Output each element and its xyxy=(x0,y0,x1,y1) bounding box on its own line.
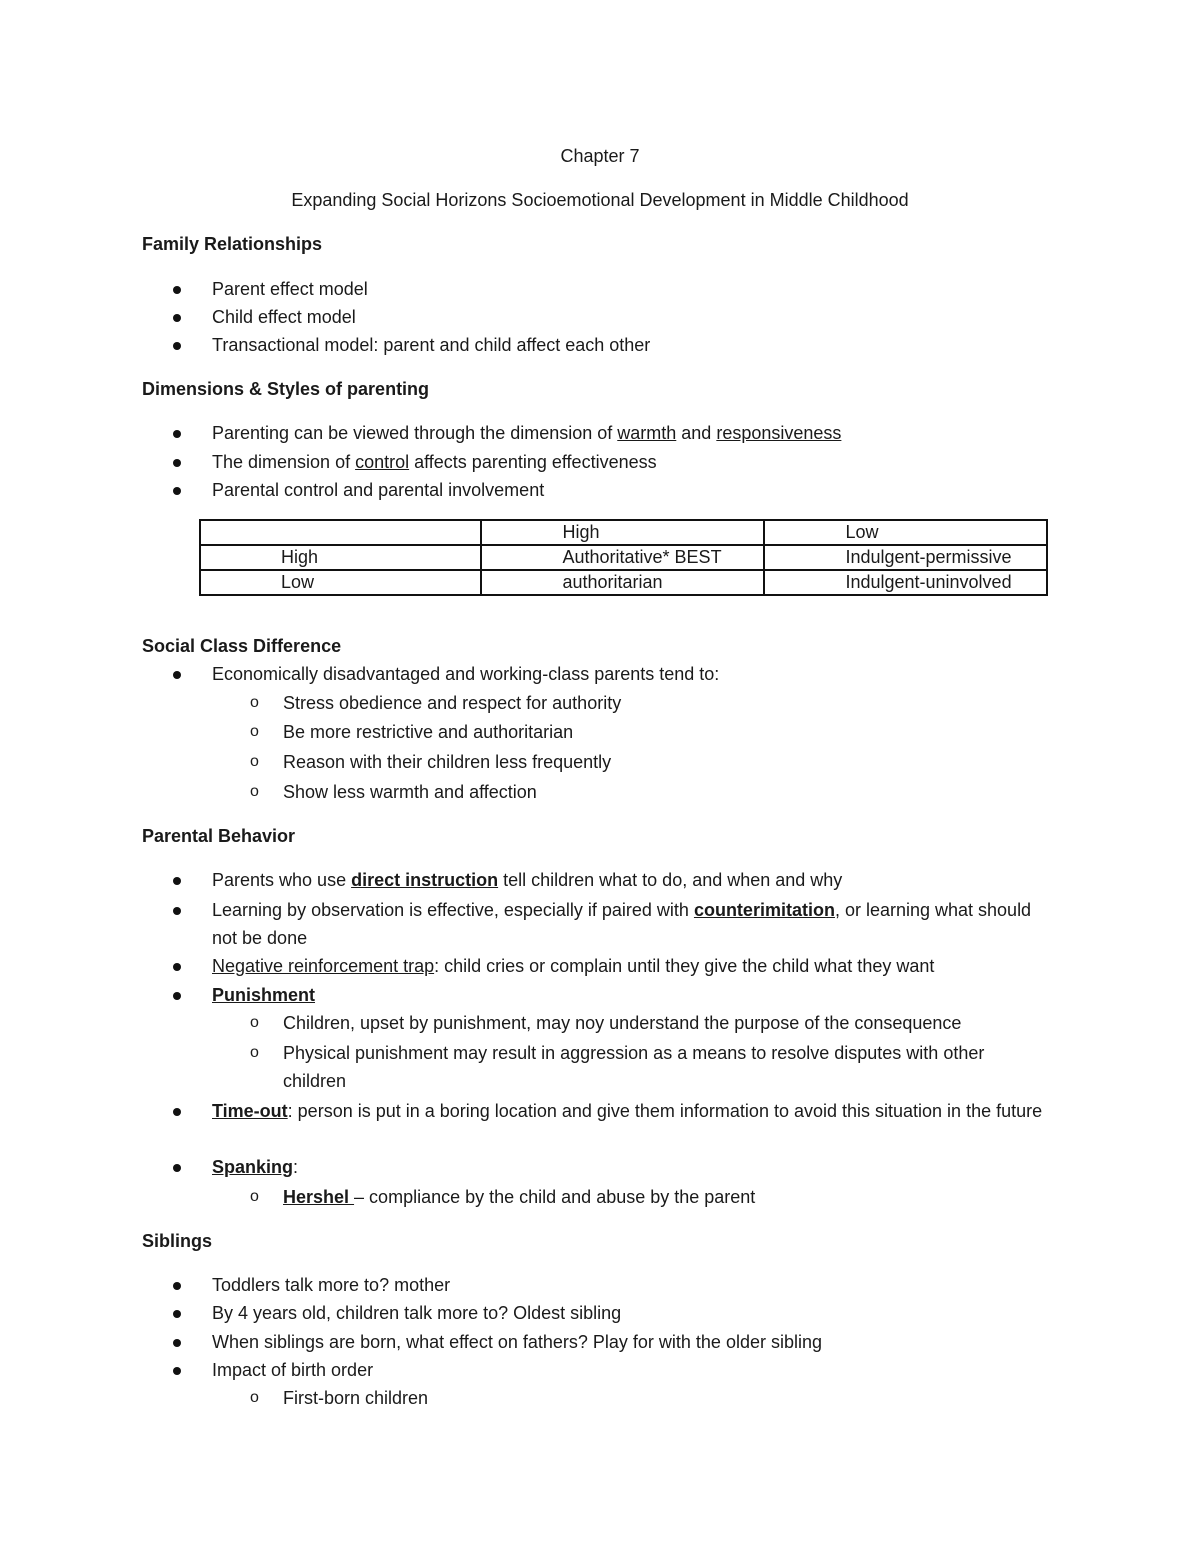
table-cell: Indulgent-uninvolved xyxy=(764,570,1047,595)
heading-siblings: Siblings xyxy=(142,1231,213,1251)
bullet-icon xyxy=(173,1282,181,1290)
bullet-icon xyxy=(173,671,181,679)
table-row xyxy=(200,545,1047,570)
list-item: Child effect model xyxy=(173,303,1053,331)
bullet-icon xyxy=(173,487,181,495)
bullet-icon xyxy=(173,314,181,322)
circle-bullet-icon: o xyxy=(250,1044,259,1061)
list-item: Spanking: xyxy=(173,1153,1053,1181)
circle-bullet-icon: o xyxy=(250,723,259,740)
circle-bullet-icon: o xyxy=(250,694,259,711)
bullet-icon xyxy=(173,1164,181,1172)
bullet-icon xyxy=(173,286,181,294)
bullet-icon xyxy=(173,459,181,467)
term-control: control xyxy=(355,452,410,472)
parenting-styles-table xyxy=(199,519,1048,596)
circle-bullet-icon: o xyxy=(250,753,259,770)
sub-list-item: o Stress obedience and respect for authority xyxy=(250,689,1050,717)
bullet-icon xyxy=(173,877,181,885)
list-item: Transactional model: parent and child affect each other xyxy=(173,331,1053,359)
table-cell: Authoritative* BEST xyxy=(481,545,764,570)
table-row xyxy=(200,520,1047,545)
table-cell: Low xyxy=(200,570,481,595)
bullet-icon xyxy=(173,1108,181,1116)
bullet-icon xyxy=(173,1367,181,1375)
list-item: Time-out: person is put in a boring location and give them information to avoid this situation in the future xyxy=(173,1097,1053,1125)
bullet-icon xyxy=(173,963,181,971)
bullet-icon xyxy=(173,1310,181,1318)
table-cell: High xyxy=(200,545,481,570)
heading-family-relationships: Family Relationships xyxy=(142,234,323,254)
list-item: Parental control and parental involvement xyxy=(173,476,1053,504)
term-time-out: Time-out xyxy=(212,1101,288,1121)
list-item: Impact of birth order xyxy=(173,1356,1053,1384)
sub-list-item: o Show less warmth and affection xyxy=(250,778,1050,806)
term-direct-instruction: direct instruction xyxy=(351,870,499,890)
heading-parental-behavior: Parental Behavior xyxy=(142,826,296,846)
term-punishment: Punishment xyxy=(212,985,316,1005)
heading-social-class: Social Class Difference xyxy=(142,636,342,656)
list-item: The dimension of control affects parenting effectiveness xyxy=(173,448,1053,476)
sub-list-item: o Reason with their children less frequently xyxy=(250,748,1050,776)
list-item xyxy=(173,981,1053,1009)
circle-bullet-icon: o xyxy=(250,1014,259,1031)
term-responsiveness: responsiveness xyxy=(716,423,842,443)
chapter-title: Chapter 7 xyxy=(560,146,640,166)
table-row xyxy=(200,570,1047,595)
list-item: Toddlers talk more to? mother xyxy=(173,1271,1053,1299)
circle-bullet-icon: o xyxy=(250,1389,259,1406)
heading-dimensions: Dimensions & Styles of parenting xyxy=(142,379,430,399)
sub-list-item: o First-born children xyxy=(250,1384,1050,1412)
document-subtitle: Expanding Social Horizons Socioemotional Development in Middle Childhood xyxy=(291,190,909,210)
sub-list-item: o Be more restrictive and authoritarian xyxy=(250,718,1050,746)
list-item: Negative reinforcement trap: child cries or complain until they give the child what they want xyxy=(173,952,1053,980)
list-item: Learning by observation is effective, especially if paired with counterimitation, or learning what should not be done xyxy=(173,896,1053,952)
bullet-icon xyxy=(173,992,181,1000)
list-item: By 4 years old, children talk more to? Oldest sibling xyxy=(173,1299,1053,1327)
term-warmth: warmth xyxy=(617,423,677,443)
term-spanking: Spanking xyxy=(212,1157,294,1177)
term-hershel: Hershel xyxy=(283,1187,355,1207)
list-item: Economically disadvantaged and working-class parents tend to: xyxy=(173,660,1053,688)
term-negative-reinforcement: Negative reinforcement trap xyxy=(212,956,435,976)
bullet-icon xyxy=(173,1339,181,1347)
list-item: When siblings are born, what effect on fathers? Play for with the older sibling xyxy=(173,1328,1053,1356)
term-counterimitation: counterimitation xyxy=(693,900,835,920)
table-cell: Low xyxy=(764,520,1047,545)
list-item: Parents who use direct instruction tell children what to do, and when and why xyxy=(173,866,1053,894)
bullet-icon xyxy=(173,430,181,438)
circle-bullet-icon: o xyxy=(250,783,259,800)
bullet-icon xyxy=(173,907,181,915)
circle-bullet-icon: o xyxy=(250,1188,259,1205)
table-cell xyxy=(200,520,481,545)
sub-list-item: o Children, upset by punishment, may noy understand the purpose of the consequence xyxy=(250,1009,1050,1037)
list-item: Parent effect model xyxy=(173,275,1053,303)
list-item: Parenting can be viewed through the dimension of warmth and responsiveness xyxy=(173,419,1053,447)
sub-list-item: o Physical punishment may result in aggression as a means to resolve disputes with other children xyxy=(250,1039,1050,1095)
table-cell: Indulgent-permissive xyxy=(764,545,1047,570)
sub-list-item: o Hershel – compliance by the child and abuse by the parent xyxy=(250,1183,1050,1211)
table-cell: authoritarian xyxy=(481,570,764,595)
bullet-icon xyxy=(173,342,181,350)
table-cell: High xyxy=(481,520,764,545)
